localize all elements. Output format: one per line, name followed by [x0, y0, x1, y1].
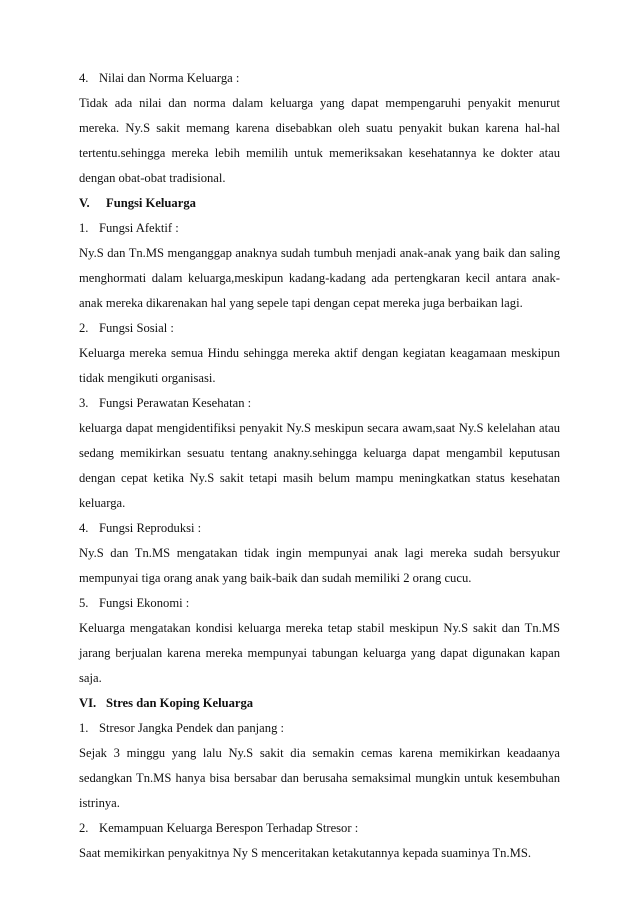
paragraph-fungsi-sosial: Keluarga mereka semua Hindu sehingga mereka aktif dengan kegiatan keagamaan meskipun tidak mengikuti organisasi.: [79, 346, 560, 385]
item-number: 3.: [79, 396, 89, 410]
document-page: [79, 66, 560, 866]
subheading-fungsi-perawatan: [79, 391, 560, 416]
section-heading-stres-koping: [79, 691, 560, 716]
item-label: Nilai dan Norma Keluarga :: [99, 71, 240, 85]
subheading-fungsi-afektif: [79, 216, 560, 241]
item-label: Fungsi Afektif :: [99, 221, 179, 235]
item-number: 4.: [79, 521, 89, 535]
item-number: 2.: [79, 821, 89, 835]
section-number: VI.: [79, 696, 97, 710]
paragraph-fungsi-ekonomi: Keluarga mengatakan kondisi keluarga mereka tetap stabil meskipun Ny.S sakit dan Tn.MS jarang berjualan karena mereka mempunyai tabungan keluarga yang dapat digunakan kapan saja.: [79, 621, 560, 685]
item-number: 5.: [79, 596, 89, 610]
section-title: Fungsi Keluarga: [106, 196, 196, 210]
paragraph-fungsi-perawatan: keluarga dapat mengidentifiksi penyakit Ny.S meskipun secara awam,saat Ny.S kelelahan atau sedang memikirkan sesuatu tentang anakny.sehingga keluarga dapat mengambil keputusan dengan cepat ketika Ny.S sakit tetapi masih belum mampu meningkatkan status kesehatan keluarga.: [79, 421, 560, 510]
item-label: Fungsi Sosial :: [99, 321, 174, 335]
section-heading-fungsi-keluarga: [79, 191, 560, 216]
paragraph-fungsi-reproduksi: Ny.S dan Tn.MS mengatakan tidak ingin mempunyai anak lagi mereka sudah bersyukur mempunyai tiga orang anak yang baik-baik dan sudah memiliki 2 orang cucu.: [79, 546, 560, 585]
section-title: Stres dan Koping Keluarga: [106, 696, 254, 710]
section-number: V.: [79, 196, 90, 210]
item-label: Fungsi Reproduksi :: [99, 521, 202, 535]
item-number: 1.: [79, 221, 89, 235]
subheading-fungsi-reproduksi: [79, 516, 560, 541]
item-number: 1.: [79, 721, 89, 735]
item-label: Fungsi Perawatan Kesehatan :: [99, 396, 252, 410]
item-label: Stresor Jangka Pendek dan panjang :: [99, 721, 285, 735]
item-number: 2.: [79, 321, 89, 335]
paragraph-fungsi-afektif: Ny.S dan Tn.MS menganggap anaknya sudah tumbuh menjadi anak-anak yang baik dan saling menghormati dalam keluarga,meskipun kadang-kadang ada pertengkaran kecil antara anak-anak mereka dikarenakan hal yang sepele tapi dengan cepat mereka juga berbaikan lagi.: [79, 246, 560, 310]
subheading-stresor: [79, 716, 560, 741]
subheading-fungsi-sosial: [79, 316, 560, 341]
item-label: Fungsi Ekonomi :: [99, 596, 190, 610]
subheading-nilai-norma: [79, 66, 560, 91]
subheading-kemampuan-berespon: [79, 816, 560, 841]
subheading-fungsi-ekonomi: [79, 591, 560, 616]
item-number: 4.: [79, 71, 89, 85]
paragraph-nilai-norma: Tidak ada nilai dan norma dalam keluarga yang dapat mempengaruhi penyakit menurut mereka. Ny.S sakit memang karena disebabkan oleh suatu penyakit bukan karena hal-hal tertentu.sehingga mereka lebih memilih untuk memeriksakan kesehatannya ke dokter atau dengan obat-obat tradisional.: [79, 96, 560, 185]
paragraph-stresor: Sejak 3 minggu yang lalu Ny.S sakit dia semakin cemas karena memikirkan keadaanya sedangkan Tn.MS hanya bisa bersabar dan berusaha semaksimal mungkin untuk kesembuhan istrinya.: [79, 746, 560, 810]
item-label: Kemampuan Keluarga Berespon Terhadap Stresor :: [99, 821, 359, 835]
paragraph-kemampuan-berespon: Saat memikirkan penyakitnya Ny S menceritakan ketakutannya kepada suaminya Tn.MS.: [79, 846, 531, 860]
